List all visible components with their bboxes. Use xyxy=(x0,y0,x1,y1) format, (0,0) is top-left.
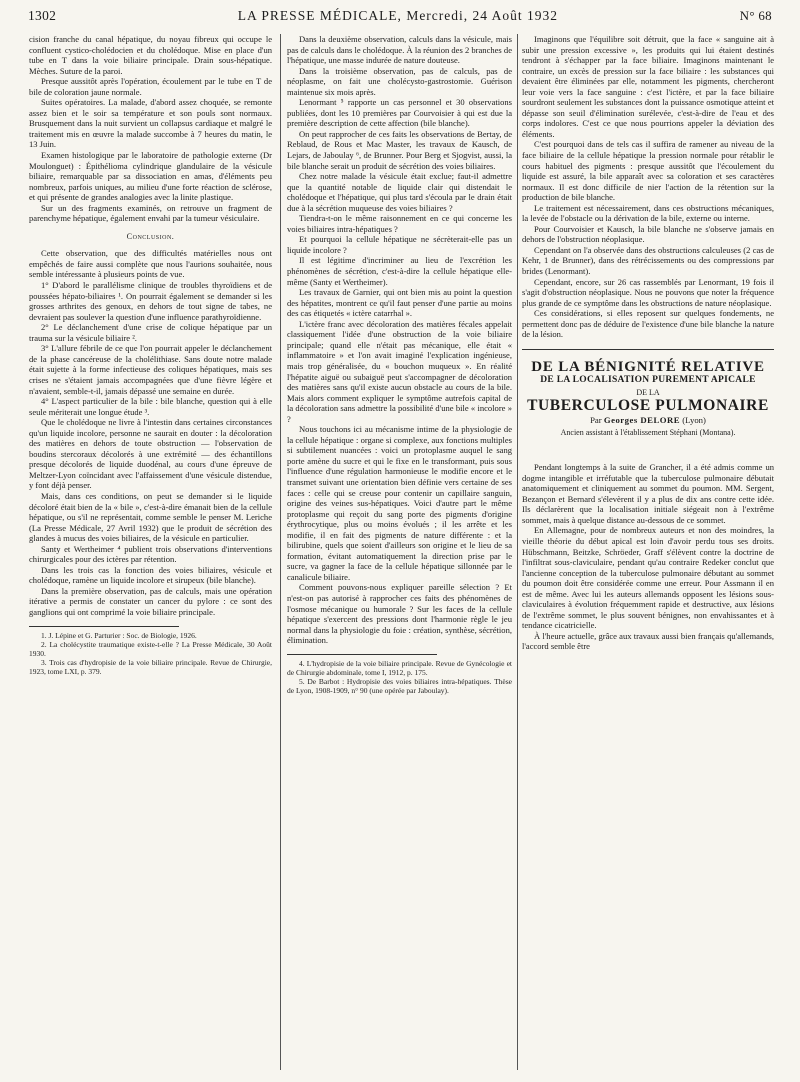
paragraph: Il est légitime d'incriminer au lieu de l'excrétion les phénomènes de sécrétion, c'est-à-dire la cellule hépatique elle-même (Santy et Wertheimer). xyxy=(287,255,512,287)
article-title-line: DE LA xyxy=(636,387,660,397)
paragraph: À l'heure actuelle, grâce aux travaux aussi bien français qu'allemands, l'accord semble être xyxy=(522,630,774,652)
paragraph: Chez notre malade la vésicule était exclue; faut-il admettre que la quantité notable de liquide clair qui distendait le cholédoque et l'hépatique, qui plus tard s'écoula par le drain était due à la sécrétion muqueuse des voies biliaires ? xyxy=(287,171,512,213)
paragraph: Cependant, encore, sur 26 cas rassemblés par Lenormant, 19 fois il s'agit d'obstruction néoplasique. Nous ne pouvons que noter la fréquence plus grande de ce symptôme dans les obstructions de nature néoplasique. xyxy=(522,276,774,308)
article-header xyxy=(522,358,774,438)
author-prefix: Par xyxy=(590,415,602,426)
author-affiliation: Ancien assistant à l'établissement Stéphani (Montana). xyxy=(560,427,736,437)
paragraph: Suites opératoires. La malade, d'abord assez choquée, se remonte assez bien et le soir sa température et son pouls sont normaux. Brusquement dans la nuit survient un collapsus cardiaque et malgré le traitement mis en œuvre la malade succombe à 7 heures du matin, le 13 Juin. xyxy=(29,97,272,150)
paragraph: Comment pouvons-nous expliquer pareille sélection ? Et n'est-on pas autorisé à rapprocher ces faits des phénomènes de l'osmose mécanique ou humorale ? Sur les faces de la cellule hépatique s'exercent des pressions dont l'harmonie règle le jeu normal dans la physiologie du foie : création, synthèse, sécrétion, élimination. xyxy=(287,582,512,646)
paragraph: Que le cholédoque ne livre à l'intestin dans certaines circonstances qu'un liquide incolore, personne ne saurait en douter : la décoloration des matières en dehors de toute obstruction — l'observation de boudins stercoraux décolorés à une extrémité — des échantillons presque décolorés de liquide duodénal, au cours d'une épreuve de Meltzer-Lyon coïncidant avec l'affaissement d'une vésicule distendue, y font déjà penser. xyxy=(29,417,272,491)
article-title-line: DE LA LOCALISATION PUREMENT APICALE xyxy=(540,375,756,386)
column-divider xyxy=(517,34,518,1070)
issue-date: Mercredi, 24 Août 1932 xyxy=(406,8,559,23)
paragraph: 3° L'allure fébrile de ce que l'on pourrait appeler le déclanchement de la phase cancéreuse de la cholélithiase. Sans doute notre malade était sujette à la forme infectieuse des coliques hépatiques, mais ses crises ne s'étaient jamais accompagnées que d'une fièvre légère et n'avaient, semble-t-il, jamais dépassé une semaine en durée. xyxy=(29,343,272,396)
paragraph: Et pourquoi la cellule hépatique ne sécrèterait-elle pas un liquide incolore ? xyxy=(287,234,512,255)
page-header xyxy=(28,8,772,30)
footnote: 5. De Barbot : Hydropisie des voies biliaires intra-hépatiques. Thèse de Lyon, 1908-1909, n° 90 (une opérée par Jaboulay). xyxy=(287,677,512,696)
author-name: Georges DELORE xyxy=(603,415,681,426)
footnote-rule xyxy=(29,626,179,627)
page-number: 1302 xyxy=(28,8,57,23)
section-heading: Conclusion. xyxy=(126,231,175,241)
footnote: 3. Trois cas d'hydropisie de la voie biliaire principale. Revue de Chirurgie, 1923, tome LXI, p. 379. xyxy=(29,658,272,677)
paragraph: Dans la deuxième observation, calculs dans la vésicule, mais pas de calculs dans le cholédoque. À la réunion des 2 branches de l'hépatique, une masse indurée de nature douteuse. xyxy=(287,34,512,66)
paragraph: Pour Courvoisier et Kausch, la bile blanche ne s'observe jamais en dehors de l'obstruction néoplasique. xyxy=(522,223,774,245)
article-title-main: TUBERCULOSE PULMONAIRE xyxy=(527,396,769,414)
article-author xyxy=(522,415,774,426)
article-separator xyxy=(522,349,774,350)
paragraph: Tiendra-t-on le même raisonnement en ce qui concerne les voies biliaires intra-hépatiques ? xyxy=(287,213,512,234)
footnote: 4. L'hydropisie de la voie biliaire principale. Revue de Gynécologie et de Chirurgie abdominale, tome I, 1912, p. 175. xyxy=(287,658,512,677)
paragraph: Imaginons que l'équilibre soit détruit, que la face « sanguine ait à subir une pression excessive », les produits qui lui étaient destinés tendront à s'échapper par la face biliaire. Imaginons maintenant le contraire, un excès de pression sur la face biliaire : les substances qui devaient être éliminées par elle, notamment les pigments, chercheront leur voie vers la face sanguine : c'est l'ictère, et par la face biliaire sourdront seulement les substances dont la puissance osmotique atteint et dépasse son seuil d'élimination surélevée, c'est-à-dire de l'eau et des corps indolores. C'est ce que nous pourrions appeler la déviation des éléments. xyxy=(522,34,774,139)
footnote-rule xyxy=(287,654,437,655)
paragraph: Examen histologique par le laboratoire de pathologie externe (Dr Moulonguet) : Épithélioma cylindrique glandulaire de la vésicule biliaire, remarquable par sa dissociation en amas, d'éléments peu nombreux, parfois uniques, au milieu d'une forte réaction de sclérose, et qui présente de grandes analogies avec la linite plastique. xyxy=(29,150,272,203)
paragraph: C'est pourquoi dans de tels cas il suffira de ramener au niveau de la face biliaire de la cellule hépatique la pression normale pour rétablir le cours habituel des pigments : presque aussitôt que l'écoulement du liquide est assuré, la bile apparaît avec sa coloration et ses caractères normaux. Il est donc difficile de nier l'action de la rétention sur la production de bile blanche. xyxy=(522,139,774,203)
paragraph: 2° Le déclanchement d'une crise de colique hépatique par un trauma sur la vésicule biliaire ². xyxy=(29,322,272,343)
paragraph: Cette observation, que des difficultés matérielles nous ont empêchés de faire aussi complète que nous l'aurions souhaitée, nous semble intéressante à plusieurs points de vue. xyxy=(29,248,272,280)
paragraph: On peut rapprocher de ces faits les observations de Bertay, de Reblaud, de Rous et Mac Master, les travaux de Kausch, de Lejars, de Jaboulay ⁶, de Brunner. Pour Berg et Sjogvist, aussi, la bile blanche serait un produit de sécrétion des voies biliaires. xyxy=(287,128,512,171)
footnote: 1. J. Lépine et G. Parturier : Soc. de Biologie, 1926. xyxy=(41,630,197,640)
paragraph: Pendant longtemps à la suite de Grancher, il a été admis comme un dogme intangible et irréfutable que la tuberculose pulmonaire débutait anatomiquement et cliniquement au sommet du poumon. MM. Sergent, Bezançon et Bernard s'élevèrent il y a plus de dix ans contre cette idée. Ils déclarèrent que la localisation initiale siégeait non à l'extrême sommet, mais à quelque distance au-dessous de ce sommet. xyxy=(522,462,774,525)
column-middle xyxy=(287,34,512,696)
paragraph: Sur un des fragments examinés, on retrouve un fragment de parenchyme hépatique, également envahi par la tumeur vésiculaire. xyxy=(29,202,272,224)
paragraph: Cependant on l'a observée dans des obstructions calculeuses (2 cas de Kehr, 1 de Brunner), dans des rétrécissements ou des compressions par brides (Lenormant). xyxy=(522,244,774,277)
journal-masthead xyxy=(238,8,558,24)
paragraph: Les travaux de Garnier, qui ont bien mis au point la question des hépatites, montrent ce qu'il faut penser d'une partie au moins des cas étiquetés « ictère catarrhal ». xyxy=(287,287,512,319)
paragraph: 4° L'aspect particulier de la bile : bile blanche, question qui à elle seule mériterait une longue étude ³. xyxy=(29,396,272,417)
paragraph: Presque aussitôt après l'opération, écoulement par le tube en T de bile de coloration jaune normale. xyxy=(29,76,272,97)
paragraph: L'ictère franc avec décoloration des matières fécales appelait classiquement l'idée d'une obstruction de la voie biliaire principale; quand elle n'était pas mécanique, elle était « inflammatoire » et l'on avait imaginé l'explication ingénieuse, mais trop généralisée, du « bouchon muqueux ». En réalité l'hépatite aiguë ou subaiguë peut s'accompagner de décoloration des matières sans qu'il existe aucun obstacle au cours de la bile. Mais alors comment expliquer le symptôme autrefois capital de la décoloration sans admettre la possibilité d'une bile « incolore » ? xyxy=(287,318,512,424)
paragraph: Ces considérations, si elles reposent sur quelques fondements, ne permettent donc pas de déduire de l'existence d'une bile blanche la nature de la lésion. xyxy=(522,308,774,340)
paragraph: cision franche du canal hépatique, du noyau fibreux qui occupe le confluent cystico-cholédocien et du cholédoque. Mise en place d'un tube en T dans la voie biliaire principale. Drain sous-hépatique. Mèches. Suture de la paroi. xyxy=(29,34,272,76)
column-right xyxy=(522,34,774,652)
issue-number: N° 68 xyxy=(739,8,772,23)
paragraph: En Allemagne, pour de nombreux auteurs et non des moindres, la vieille théorie du début apical est loin d'avoir perdu tous ses droits. Hübschmann, Beitzke, Schröeder, Graff s'élèvent contre la doctrine de l'infiltrat sous-claviculaire, pendant qu'au contraire Redeker conclut que l'ancienne conception de la tuberculose pulmonaire débutant au sommet du poumon doit être considérée comme une erreur. Pour Assmann il en est de même. Avec lui les auteurs allemands opposent les lésions sous-claviculaires à évolution fréquemment rapide et destructive, aux lésions de l'extrême sommet, le plus souvent bénignes, non envahissantes et à tendance cicatricielle. xyxy=(522,525,774,631)
paragraph: Santy et Wertheimer ⁴ publient trois observations d'interventions chirurgicales pour des ictères par rétention. xyxy=(29,543,272,565)
paragraph: 1° D'abord le parallélisme clinique de troubles thyroïdiens et de poussées hépato-biliaires ¹. On pourrait également se demander si les grosses arthrites des genoux, en dehors de tout signe de tabes, ne devraient pas soulever la question d'une influence parathyroïdienne. xyxy=(29,280,272,322)
paragraph: Lenormant ⁵ rapporte un cas personnel et 30 observations publiées, dont les 10 premières par Courvoisier à qui est due la première description de cette affection (bile blanche). xyxy=(287,97,512,129)
paragraph: Le traitement est nécessairement, dans ces obstructions mécaniques, la levée de l'obstacle ou la dérivation de la bile, externe ou interne. xyxy=(522,202,774,224)
column-divider xyxy=(280,34,281,1070)
paragraph: Mais, dans ces conditions, on peut se demander si le liquide décoloré était bien de la « bile », c'est-à-dire émanait bien de la cellule hépatique, ou s'il ne représentait, comme semble le penser M. Leriche (La Presse Médicale, 27 Avril 1932) que le produit de sécrétion des glandes à mucus des voies biliaires, de la vésicule en particulier. xyxy=(29,490,272,544)
article-title-line: DE LA BÉNIGNITÉ RELATIVE xyxy=(531,358,765,375)
author-city: (Lyon) xyxy=(682,415,706,426)
footnote: 2. La cholécystite traumatique existe-t-elle ? La Presse Médicale, 30 Août 1930. xyxy=(29,639,272,658)
column-left xyxy=(29,34,272,677)
paragraph: Dans la troisième observation, pas de calculs, pas de néoplasme, on fait une cholécysto-gastrostomie. Guérison maintenue six mois après. xyxy=(287,65,512,97)
paragraph: Dans la première observation, pas de calculs, mais une opération itérative a permis de constater un cancer du pylore : ce sont des ganglions qui ont comprimé la voie biliaire principale. xyxy=(29,585,272,617)
paragraph: Dans les trois cas la fonction des voies biliaires, vésicule et cholédoque, ramène un liquide incolore et sirupeux (bile blanche). xyxy=(29,564,272,586)
journal-name: LA PRESSE MÉDICALE, xyxy=(237,8,402,23)
paragraph: Nous touchons ici au mécanisme intime de la physiologie de la cellule hépatique : organe si complexe, aux fonctions multiples si subtilement nuancées : voici un protoplasme auquel le sang porte amène du sucre et qui le fixe en le transformant, puis sous l'influence d'une régulation harmonieuse le modifie encore et le transmet suivant une orientation bien définie vers certaine de ses faces : celle qui se creuse pour contenir un capillaire sanguin, origine des veines sus-hépatiques. Voici d'autre part le même protoplasme qui reçoit du sang porte des pigments d'origine érythrocytique, plus ou moins évolués ; il les arrête et les modifie, il en fait des pigments de nature différente : et la bilirubine, quels que soient d'ailleurs son origine et le lieu de sa formation, évitant automatiquement la direction prise par le sucre, va gagner la face de la cellule hépatique sillonnée par le canalicule biliaire. xyxy=(287,424,512,582)
